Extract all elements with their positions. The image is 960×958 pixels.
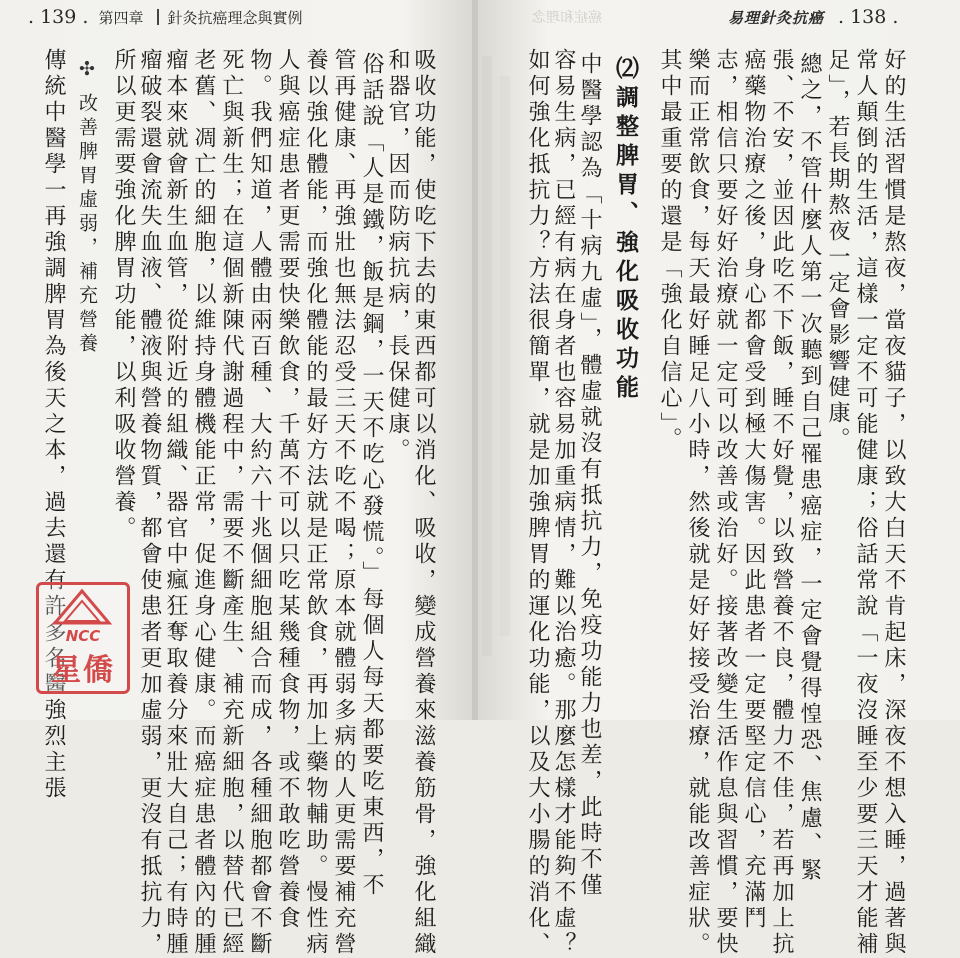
flower-icon: ✣ bbox=[76, 58, 98, 85]
text-column: 人與癌症患者更需要快樂飲食，千萬不可以只吃某幾種食物，或不敢吃營養食 bbox=[275, 48, 300, 932]
stamp-code: NCC bbox=[65, 627, 101, 645]
text-column: 足」，若長期熬夜一定會影響健康。 bbox=[825, 48, 850, 453]
text-column: 物。我們知道，人體由兩百種、大約六十兆個細胞組合而成，各種細胞都會不斷 bbox=[247, 48, 272, 958]
text-column: 管再健康、再強壯也無法忍受三天不吃不喝；原本就體弱多病的人更需要補充營 bbox=[331, 48, 356, 958]
bleed-through-text bbox=[478, 36, 518, 720]
right-page-header bbox=[728, 4, 898, 30]
text-column: 吸收功能，使吃下去的東西都可以消化、吸收，變成營養來滋養筋骨，強化組織 bbox=[411, 48, 436, 958]
text-column: 其中最重要的還是「強化自信心」。 bbox=[657, 48, 682, 453]
text-column: 志，相信只要好好治療就一定可以改善或治好。接著改變生活作息與習慣，要快 bbox=[713, 48, 738, 958]
chapter-title: 針灸抗癌理念與實例 bbox=[167, 8, 303, 27]
stamp-name: 星僑 bbox=[51, 653, 115, 688]
text-column: 如何強化抵抗力？方法很簡單，就是加強脾胃的運化功能，以及大小腸的消化、 bbox=[525, 48, 550, 958]
text-column: 樂而正常飲食，每天最好睡足八小時，然後就是好好接受治療，就能改善症狀。 bbox=[685, 48, 710, 958]
text-column: 養以強化體能，而強化體能的最好方法就是正常飲食，再加上藥物輔助。慢性病 bbox=[303, 48, 328, 958]
triangle-logo-icon bbox=[47, 587, 117, 627]
text-column: 總之，不管什麼人第一次聽到自己罹患癌症，一定會覺得惶恐、焦慮、緊 bbox=[797, 52, 822, 884]
text-column: 死亡與新生；在這個新陳代謝過程中，需要不斷產生、補充新細胞，以替代已經 bbox=[219, 48, 244, 958]
subsection-heading: ✣改善脾胃虛弱，補充營養 bbox=[76, 58, 98, 357]
publisher-stamp bbox=[36, 582, 130, 694]
text-column: 張、不安，並因此吃不下飯，睡不好覺，以致營養不良，體力不佳，若再加上抗 bbox=[769, 48, 794, 958]
book-title: 易理針灸抗癌 bbox=[728, 8, 825, 27]
header-divider bbox=[157, 9, 159, 25]
text-column: 瘤破裂還會流失血液、體液與營養物質，都會使患者更加虛弱，更沒有抵抗力， bbox=[137, 48, 162, 958]
section-heading: ⑵調整脾胃、強化吸收功能 bbox=[612, 56, 638, 404]
text-column: 俗話說「人是鐵，飯是鋼，一天不吃心發慌。」每個人每天都要吃東西，不 bbox=[359, 52, 384, 899]
text-column: 傳統中醫學一再強調脾胃為後天之本，過去還有許多名醫強烈主張 bbox=[41, 48, 66, 802]
text-column: 所以更需要強化脾胃功能，以利吸收營養。 bbox=[111, 48, 136, 542]
text-column: 容易生病，已經有病在身者也容易加重病情，難以治癒。那麼怎樣才能夠不虛？ bbox=[551, 48, 576, 958]
page-number: . 138 . bbox=[838, 6, 899, 28]
left-page-header bbox=[28, 4, 302, 30]
chapter-label: 第四章 bbox=[98, 8, 144, 27]
text-column: 癌藥物治療之後，身心都會受到極大傷害。因此患者一定要堅定信心，充滿鬥 bbox=[741, 48, 766, 932]
mirrored-header: 癌症和理念 bbox=[532, 10, 602, 26]
text-column: 中醫學認為「十病九虛」，體虛就沒有抵抗力，免疫功能力也差，此時不僅 bbox=[577, 52, 602, 899]
text-column: 老舊、凋亡的細胞，以維持身體機能正常，促進身心健康。而癌症患者體內的腫 bbox=[191, 48, 216, 958]
text-column: 好的生活習慣是熬夜，當夜貓子，以致大白天不肯起床，深夜不想入睡，過著與 bbox=[881, 48, 906, 958]
text-column: 瘤本來就會新生血管，從附近的組織、器官中瘋狂奪取養分來壯大自己；有時腫 bbox=[163, 48, 188, 958]
text-column: 和器官，因而防病抗病，長保健康。 bbox=[385, 48, 410, 464]
text-column: 常人顛倒的生活，這樣一定不可能健康；俗話常說「一夜沒睡至少要三天才能補 bbox=[853, 48, 878, 958]
page-number: . 139 . bbox=[28, 6, 89, 28]
